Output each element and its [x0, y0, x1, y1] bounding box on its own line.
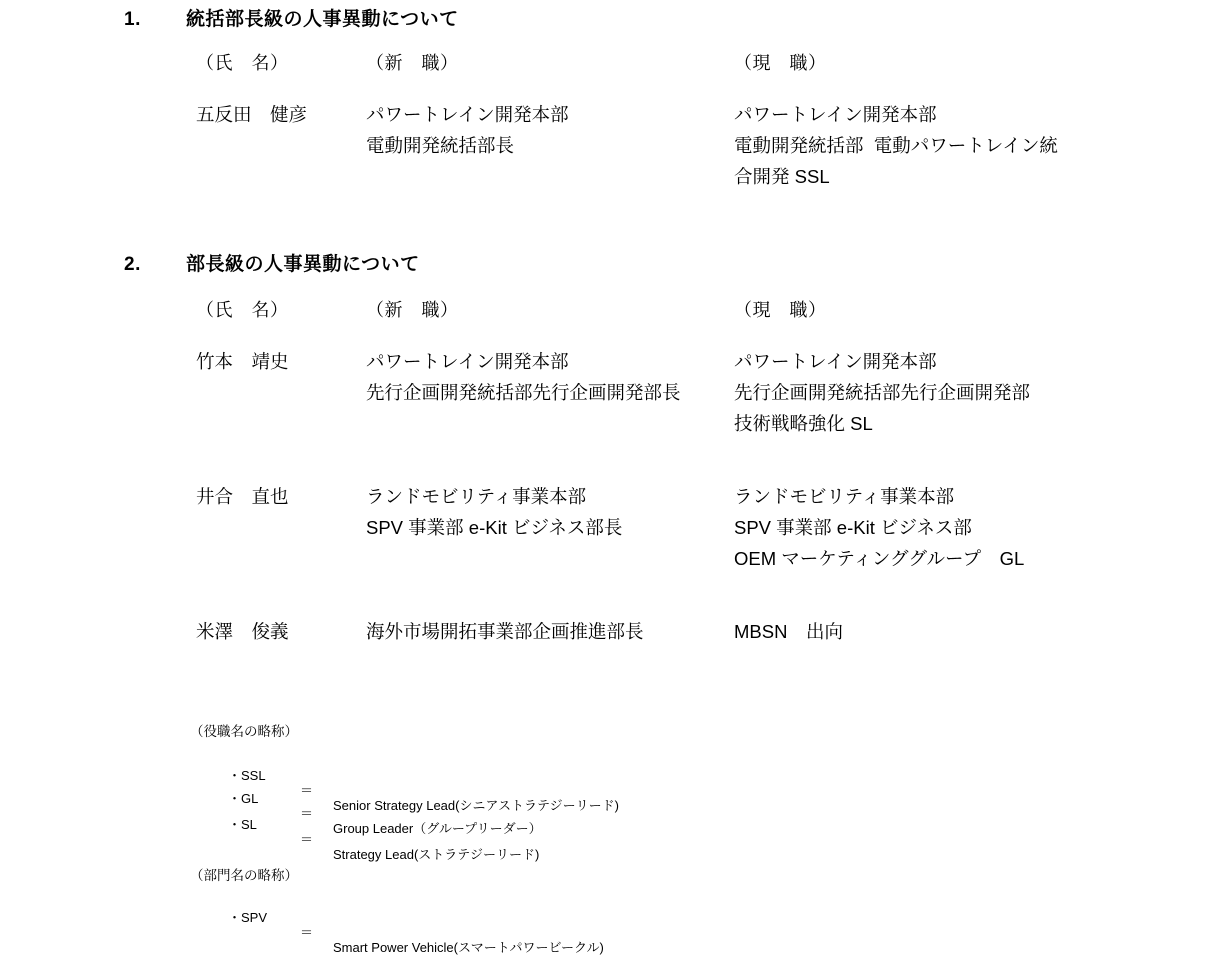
entry-new-post: ランドモビリティ事業本部 SPV 事業部 e-Kit ビジネス部長	[366, 486, 623, 538]
entry-new-post: パワートレイン開発本部 先行企画開発統括部先行企画開発部長	[366, 351, 681, 403]
abbr-term: ・SL	[228, 817, 257, 832]
abbr-equals: ＝	[300, 806, 314, 821]
abbr-term: ・SPV	[228, 910, 268, 925]
section-2-title	[0, 249, 1216, 276]
header-new-post: （新 職）	[366, 53, 459, 73]
header-new-post: （新 職）	[366, 300, 459, 320]
header-name: （氏 名）	[196, 300, 289, 320]
entry-current-post: パワートレイン開発本部 電動開発統括部 電動パワートレイン統 合開発 SSL	[734, 104, 1058, 187]
abbr-equals: ＝	[300, 783, 314, 798]
section-2-heading-text: 部長級の人事異動について	[186, 254, 420, 275]
abbr-term: ・GL	[228, 791, 259, 806]
section-1-column-headers	[0, 49, 1216, 73]
entry-new-post: 海外市場開拓事業部企画推進部長	[366, 621, 644, 642]
abbr-definition: Strategy Lead(ストラテジーリード)	[333, 847, 540, 862]
section-2-column-headers	[0, 296, 1216, 320]
section-1-heading-text: 統括部長級の人事異動について	[186, 9, 459, 30]
entry-current-post: MBSN 出向	[734, 621, 843, 642]
entry-row	[0, 481, 1216, 569]
note-title-positions: （役職名の略称）	[190, 724, 298, 739]
header-current-post: （現 職）	[734, 300, 827, 320]
entry-row	[0, 616, 1216, 642]
entry-row	[0, 99, 1216, 187]
section-1-number: 1.	[124, 9, 141, 30]
entry-name: 米澤 俊義	[196, 621, 289, 642]
abbr-equals: ＝	[300, 925, 314, 940]
abbr-definition: Smart Power Vehicle(スマートパワービークル)	[333, 940, 604, 955]
section-1	[0, 4, 1216, 31]
abbr-definition: Senior Strategy Lead(シニアストラテジーリード)	[333, 798, 620, 813]
entry-new-post: パワートレイン開発本部 電動開発統括部長	[366, 104, 569, 156]
abbr-term: ・SSL	[228, 768, 266, 783]
entry-name: 井合 直也	[196, 486, 289, 507]
abbr-equals: ＝	[300, 832, 314, 847]
abbr-item	[0, 892, 604, 967]
entry-name: 五反田 健彦	[196, 104, 308, 125]
entry-row	[0, 346, 1216, 434]
section-2-number: 2.	[124, 254, 141, 275]
entry-name: 竹本 靖史	[196, 351, 289, 372]
section-2	[0, 249, 1216, 276]
entry-current-post: ランドモビリティ事業本部 SPV 事業部 e-Kit ビジネス部 OEM マーケティンググループ GL	[734, 486, 1025, 569]
note-title-divisions: （部門名の略称）	[190, 868, 298, 883]
abbr-definition: Group Leader（グループリーダー）	[333, 821, 542, 836]
entry-current-post: パワートレイン開発本部 先行企画開発統括部先行企画開発部 技術戦略強化 SL	[734, 351, 1031, 434]
header-name: （氏 名）	[196, 53, 289, 73]
section-1-title	[0, 4, 1216, 31]
header-current-post: （現 職）	[734, 53, 827, 73]
